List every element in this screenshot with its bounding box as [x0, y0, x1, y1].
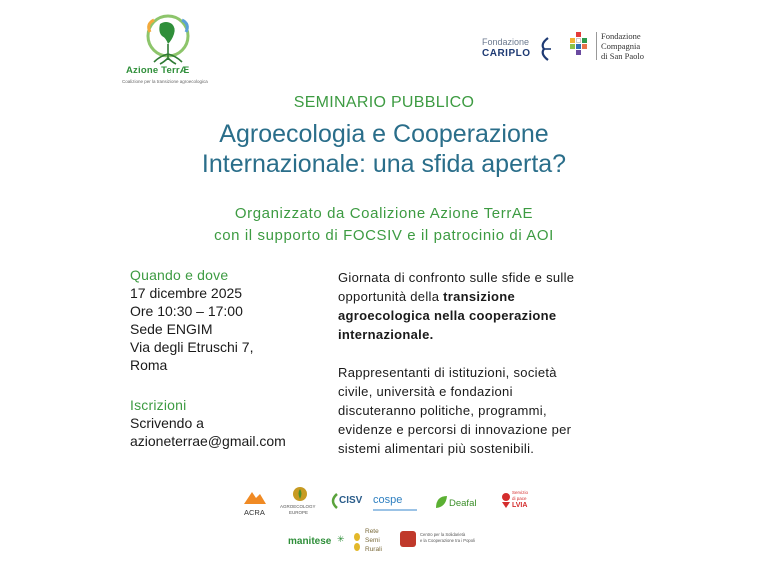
lvia-label-2: di pace: [512, 496, 527, 501]
cariplo-mark-icon: [538, 36, 552, 62]
partner-ccs-logo: [400, 530, 492, 554]
desc-p1-line4-bold: internazionale.: [338, 327, 434, 342]
desc-p1-line4: [338, 325, 648, 344]
desc-p2-line1: Rappresentanti di istituzioni, società: [338, 365, 557, 380]
desc-p1-line2-plain: opportunità della: [338, 289, 444, 304]
event-venue: Sede ENGIM: [130, 321, 213, 337]
csp-line3: di San Paolo: [601, 51, 644, 61]
ccs-mark-icon: [400, 531, 416, 547]
desc-p1-line2-bold: transizione: [443, 289, 516, 304]
org-line-2: con il supporto di FOCSIV e il patrocinio di AOI: [214, 227, 554, 244]
azione-terrae-logo: [118, 14, 228, 94]
lvia-label-1: Servizio: [512, 490, 529, 495]
rete-label-3: Rurali: [365, 546, 382, 553]
address-line-1: Via degli Etruschi 7,: [130, 339, 254, 355]
fondazione-cariplo-logo: [482, 34, 554, 66]
signup-email[interactable]: azioneterrae@gmail.com: [130, 433, 286, 449]
csp-divider: [596, 32, 597, 60]
partner-cisv-logo: [328, 492, 368, 516]
event-organizers: [0, 203, 768, 247]
cospe-underline: [373, 509, 417, 511]
when-heading: Quando e dove: [130, 267, 229, 283]
csp-line1: Fondazione: [601, 31, 641, 41]
brand-name: Azione TerrÆ: [126, 65, 190, 76]
lvia-mark-icon: [500, 492, 512, 508]
partner-manitese-logo: [288, 534, 344, 554]
rete-label-1: Rete: [365, 528, 379, 535]
address-line-2: Roma: [130, 357, 168, 373]
signup-text: Scrivendo a: [130, 415, 204, 431]
desc-p2-line2: civile, università e fondazioni: [338, 384, 513, 399]
partner-lvia-logo: [500, 488, 536, 520]
rete-label-2: Semi: [365, 537, 380, 544]
event-description: [338, 268, 648, 458]
title-line-2: Internazionale: una sfida aperta?: [201, 150, 567, 178]
ccs-label-1: Centro per la Solidarietà: [420, 532, 466, 537]
ccs-label-2: e la Cooperazione tra i Popoli: [420, 538, 475, 543]
acra-label: ACRA: [244, 508, 265, 517]
partner-agroecology-europe-logo: [280, 486, 320, 520]
event-details: [130, 266, 330, 450]
event-time: Ore 10:30 – 17:00: [130, 303, 243, 319]
cospe-label: cospe: [373, 494, 403, 506]
event-kicker: SEMINARIO PUBBLICO: [293, 94, 475, 111]
agroecology-mark-icon: [292, 486, 308, 502]
desc-p1-line1: Giornata di confronto sulle sfide e sulle: [338, 270, 575, 285]
acra-mark-icon: [242, 490, 268, 506]
event-title: [0, 119, 768, 179]
agroecology-label-1: AGROECOLOGY: [280, 504, 316, 509]
seed-icon: [352, 532, 362, 554]
desc-p2-line5: sistemi alimentari più sostenibili.: [338, 441, 535, 456]
partner-deafal-logo: [434, 494, 486, 516]
deafal-label: Deafal: [449, 498, 477, 509]
agroecology-label-2: EUROPE: [289, 510, 309, 515]
lvia-label-3: LVIA: [512, 502, 528, 509]
tree-globe-icon: [138, 14, 198, 66]
desc-p1-line2: [338, 287, 648, 306]
partner-acra-logo: [238, 490, 272, 520]
desc-p2-line4: evidenze e percorsi di innovazione per: [338, 422, 572, 437]
org-line-1: Organizzato da Coalizione Azione TerrAE: [234, 205, 534, 222]
desc-p1-line3-bold: agroecologica nella cooperazione: [338, 308, 557, 323]
manitese-label: manitese: [288, 536, 332, 547]
cariplo-line2: CARIPLO: [482, 48, 531, 59]
desc-p1-line3: [338, 306, 648, 325]
partner-cospe-logo: [373, 492, 419, 516]
title-line-1: Agroecologia e Cooperazione: [219, 120, 549, 148]
compagnia-san-paolo-logo: [566, 30, 666, 66]
deafal-leaf-icon: [434, 494, 448, 510]
csp-name: [601, 31, 644, 61]
cariplo-line1: Fondazione: [482, 37, 530, 47]
manitese-star-icon: ✳: [337, 534, 345, 544]
brand-tagline: Coalizione per la transizione agroecologica: [122, 79, 208, 84]
partner-rete-semi-rurali-logo: [352, 526, 392, 562]
desc-p2-line3: discuteranno politiche, programmi,: [338, 403, 547, 418]
csp-line2: Compagnia: [601, 41, 641, 51]
event-date: 17 dicembre 2025: [130, 285, 243, 301]
cisv-label: CISV: [339, 495, 363, 506]
signup-heading: Iscrizioni: [130, 397, 187, 413]
